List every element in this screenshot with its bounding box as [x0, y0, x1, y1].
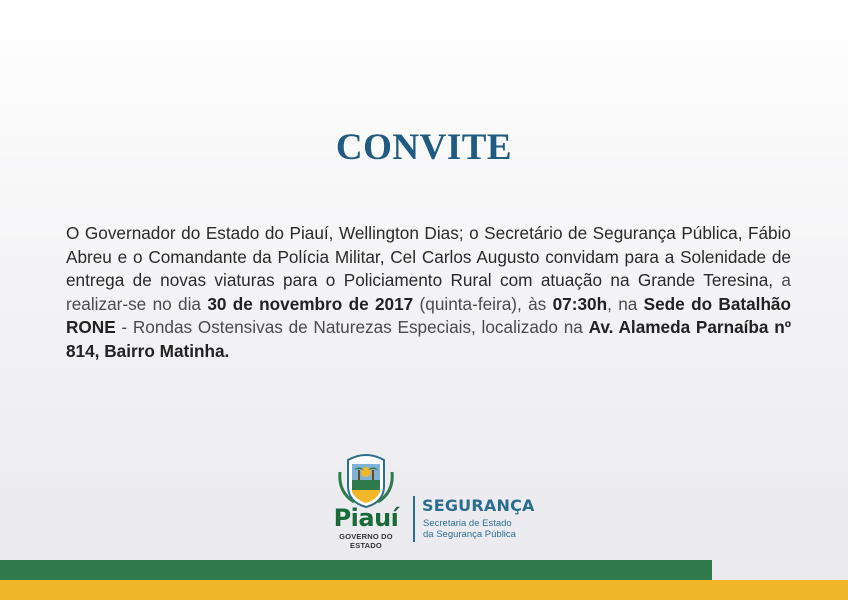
- footer-logos: [326, 452, 535, 550]
- governo-label: GOVERNO DO ESTADO: [339, 532, 393, 550]
- seguranca-subtitle-line1: Secretaria de Estado: [423, 518, 512, 529]
- logo-divider: [413, 496, 415, 542]
- piaui-logo-text: Piauí: [333, 504, 399, 532]
- body-na: , na: [607, 293, 644, 314]
- body-connector: a realizar-se no dia: [66, 270, 791, 314]
- seguranca-subtitle-line2: da Segurança Pública: [423, 529, 516, 540]
- event-time: 07:30h: [552, 293, 608, 314]
- event-place: Sede do Batalhão RONE: [66, 293, 791, 338]
- invitation-body: [66, 222, 791, 364]
- event-date: 30 de novembro de 2017: [207, 293, 414, 314]
- yellow-stripe: [0, 580, 848, 600]
- event-address: Av. Alameda Parnaíba nº 814, Bairro Matinha.: [66, 317, 791, 361]
- seguranca-title: SEGURANÇA: [422, 496, 535, 515]
- seguranca-subtitle: [423, 518, 516, 540]
- body-place-desc: - Rondas Ostensivas de Naturezas Especiais, localizado na: [115, 317, 589, 338]
- body-intro: O Governador do Estado do Piauí, Wellington Dias; o Secretário de Segurança Pública, Fábio Abreu e o Comandante da Polícia Militar, Cel Carlos Augusto convidam para a Solenidade de entrega de novas viaturas para o Policiamento Rural com atuação na Grande Teresina,: [66, 223, 791, 291]
- body-weekday: (quinta-feira), às: [413, 293, 553, 314]
- green-stripe: [0, 560, 712, 580]
- invitation-title: CONVITE: [335, 127, 513, 168]
- piaui-crest-icon: [336, 452, 396, 508]
